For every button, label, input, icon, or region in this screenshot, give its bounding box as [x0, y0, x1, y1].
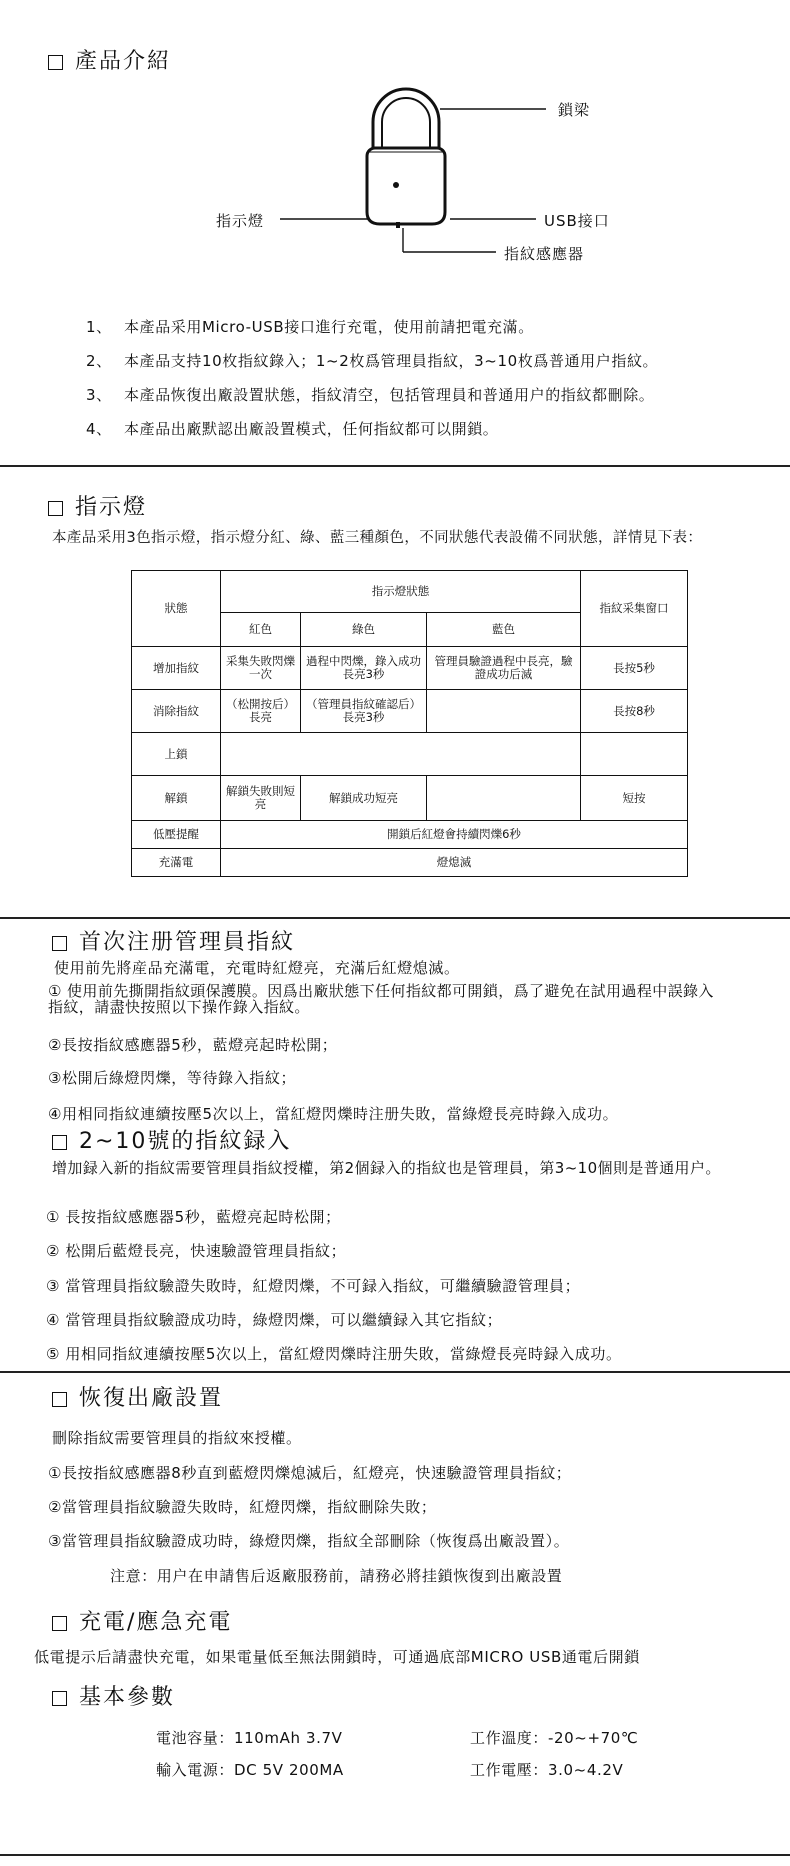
intro-item-num: 1、 — [86, 318, 112, 336]
add-fp-desc: 增加録入新的指紋需要管理員指紋授權，第2個録入的指紋也是管理員，第3~10個則是普通用户。 — [52, 1159, 721, 1177]
param-battery: 電池容量：110mAh 3.7V — [156, 1729, 343, 1747]
checkbox-icon — [52, 1616, 67, 1631]
intro-item-num: 3、 — [86, 386, 112, 404]
checkbox-icon — [52, 936, 67, 951]
indicator-table — [131, 570, 688, 877]
intro-item-num: 4、 — [86, 420, 112, 438]
first-reg-step: ④用相同指紋連續按壓5次以上，當紅燈閃爍時注册失敗，當綠燈長亮時錄入成功。 — [48, 1105, 619, 1123]
intro-item-text: 本產品出廠默認出廠設置模式，任何指紋都可以開鎖。 — [124, 420, 499, 438]
intro-item-text: 本產品支持10枚指紋錄入；1~2枚爲管理員指紋，3~10枚爲普通用户指紋。 — [124, 352, 659, 370]
first-reg-desc: 使用前先將産品充滿電，充電時紅燈亮，充滿后紅燈熄滅。 — [54, 959, 460, 977]
th-status: 狀態 — [132, 571, 221, 647]
section-title-indicator: 指示燈 — [48, 490, 147, 521]
table-row: 充滿電 燈熄滅 — [132, 849, 688, 877]
reset-step: ①長按指紋感應器8秒直到藍燈閃爍熄滅后，紅燈亮，快速驗證管理員指紋； — [48, 1464, 572, 1482]
reset-desc: 刪除指紋需要管理員的指紋來授權。 — [52, 1429, 302, 1447]
section-title-params: 基本參數 — [52, 1680, 175, 1711]
label-usb: USB接口 — [544, 212, 610, 230]
param-voltage: 工作電壓：3.0~4.2V — [470, 1761, 624, 1779]
charging-text: 低電提示后請盡快充電，如果電量低至無法開鎖時，可通過底部MICRO USB通電后開鎖 — [34, 1648, 640, 1666]
first-reg-step: ③松開后綠燈閃爍，等待錄入指紋； — [48, 1069, 297, 1087]
param-input: 輸入電源：DC 5V 200MA — [156, 1761, 344, 1779]
table-row: 消除指紋 （松開按后）長亮 （管理員指紋確認后）長亮3秒 長按8秒 — [132, 690, 688, 733]
checkbox-icon — [52, 1135, 67, 1150]
th-red: 紅色 — [221, 613, 301, 647]
section-title-charging: 充電/應急充電 — [52, 1605, 232, 1636]
divider — [0, 1854, 790, 1856]
checkbox-icon — [52, 1691, 67, 1706]
label-sensor: 指紋感應器 — [504, 245, 585, 263]
reset-note: 注意：用户在申請售后返廠服務前，請務必將挂鎖恢復到出廠設置 — [110, 1567, 563, 1585]
indicator-desc: 本產品采用3色指示燈，指示燈分紅、綠、藍三種顏色，不同狀態代表設備不同狀態，詳情見下表： — [52, 530, 703, 546]
param-temp: 工作溫度：-20~+70℃ — [470, 1729, 639, 1747]
section-title-intro: 產品介紹 — [48, 44, 171, 75]
th-window: 指紋采集窗口 — [581, 571, 688, 647]
intro-item-text: 本產品采用Micro-USB接口進行充電，使用前請把電充滿。 — [124, 318, 534, 336]
reset-step: ③當管理員指紋驗證成功時，綠燈閃爍，指紋全部刪除（恢復爲出廠設置）。 — [48, 1532, 570, 1550]
add-fp-step: ③ 當管理員指紋驗證失敗時，紅燈閃爍，不可録入指紋，可繼續驗證管理員； — [46, 1277, 581, 1295]
divider — [0, 917, 790, 919]
table-row: 解鎖 解鎖失敗則短亮 解鎖成功短亮 短按 — [132, 776, 688, 821]
intro-item-num: 2、 — [86, 352, 112, 370]
intro-item-text: 本產品恢復出廠設置狀態，指紋清空，包括管理員和普通用户的指紋都刪除。 — [124, 386, 655, 404]
add-fp-step: ④ 當管理員指紋驗證成功時，綠燈閃爍，可以繼續録入其它指紋； — [46, 1311, 503, 1329]
table-row: 上鎖 — [132, 733, 688, 776]
lock-base — [367, 192, 445, 224]
section-title-first-reg: 首次注册管理員指紋 — [52, 925, 295, 956]
add-fp-step: ① 長按指紋感應器5秒，藍燈亮起時松開； — [46, 1208, 341, 1226]
first-reg-step: ① 使用前先撕開指紋頭保護膜。因爲出廠狀態下任何指紋都可開鎖，爲了避免在試用過程中誤錄入指紋，請盡快按照以下操作錄入指紋。 — [48, 982, 714, 1016]
add-fp-step: ⑤ 用相同指紋連續按壓5次以上，當紅燈閃爍時注册失敗，當綠燈長亮時録入成功。 — [46, 1345, 622, 1363]
table-row: 增加指紋 采集失敗閃爍一次 過程中閃爍，錄入成功長亮3秒 管理員驗證過程中長亮，驗證成功后滅 長按5秒 — [132, 647, 688, 690]
reset-step: ②當管理員指紋驗證失敗時，紅燈閃爍，指紋刪除失敗； — [48, 1498, 437, 1516]
section-title-add-fp: 2~10號的指紋録入 — [52, 1124, 291, 1155]
th-light: 指示燈狀態 — [221, 571, 581, 613]
label-lock-beam: 鎖梁 — [558, 101, 591, 119]
table-row: 低壓提醒 開鎖后紅燈會持續閃爍6秒 — [132, 821, 688, 849]
indicator-dot — [393, 182, 399, 188]
th-blue: 藍色 — [427, 613, 581, 647]
divider — [0, 465, 790, 467]
checkbox-icon — [48, 55, 63, 70]
label-indicator: 指示燈 — [216, 212, 265, 230]
first-reg-step: ②長按指紋感應器5秒，藍燈亮起時松開； — [48, 1036, 338, 1054]
checkbox-icon — [48, 501, 63, 516]
checkbox-icon — [52, 1392, 67, 1407]
add-fp-step: ② 松開后藍燈長亮，快速驗證管理員指紋； — [46, 1242, 347, 1260]
divider — [0, 1371, 790, 1373]
section-title-reset: 恢復出廠設置 — [52, 1381, 223, 1412]
th-green: 綠色 — [301, 613, 427, 647]
